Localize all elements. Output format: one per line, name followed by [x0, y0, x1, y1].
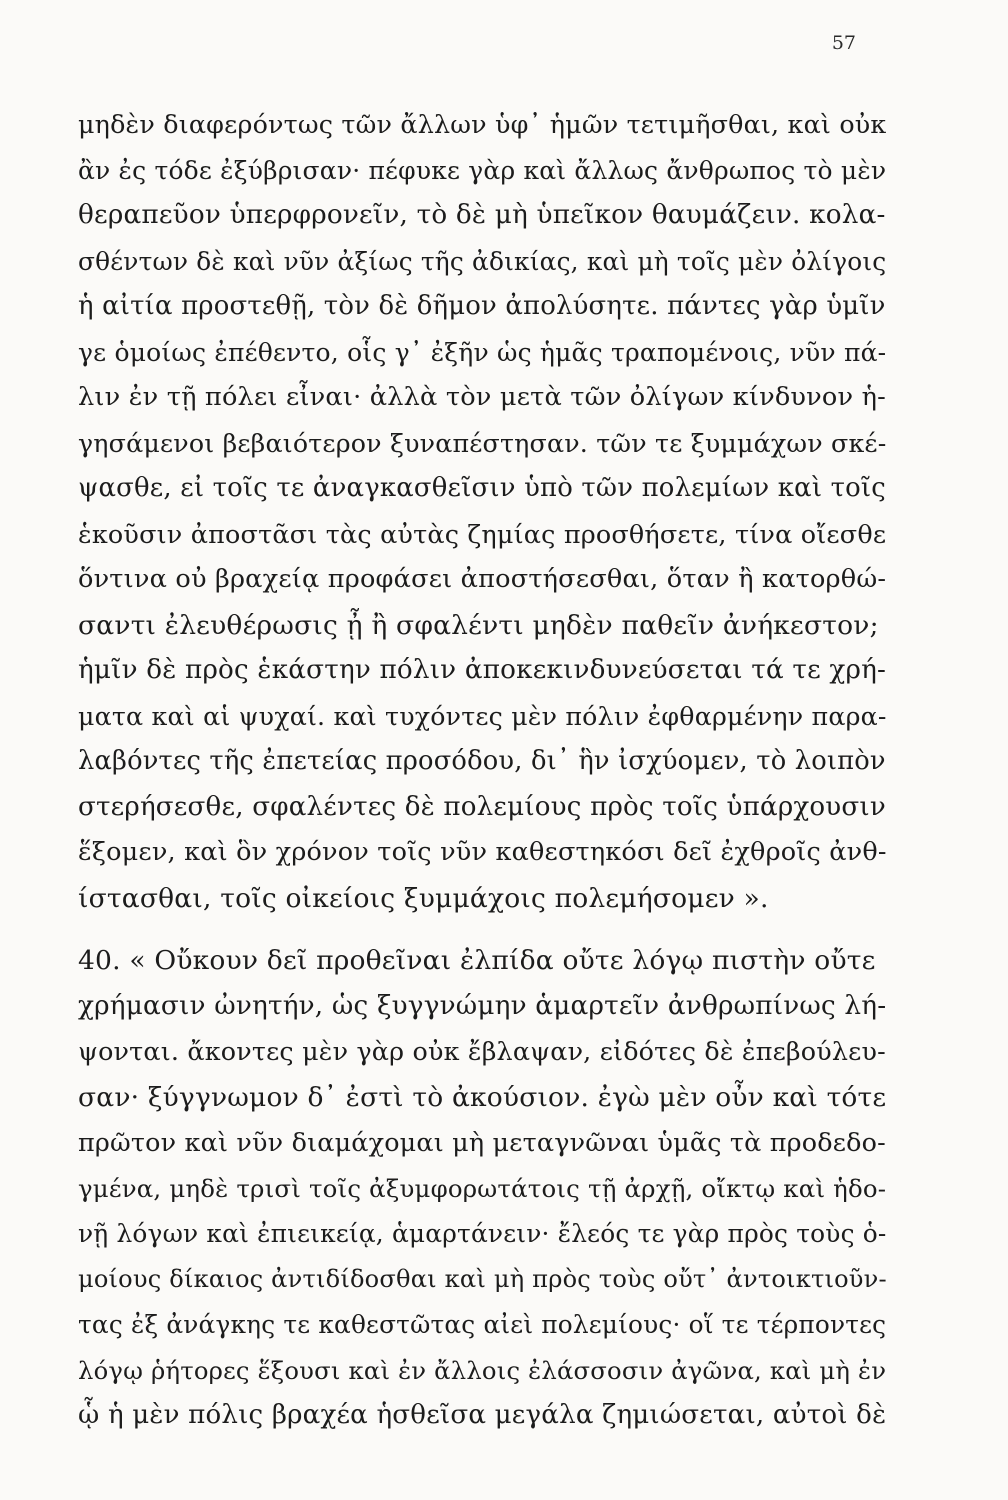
text-line: πρῶτον καὶ νῦν διαμάχομαι μὴ μεταγνῶναι ὑμᾶς τὰ προδεδο- [78, 1127, 886, 1157]
text-line: λόγῳ ῥήτορες ἕξουσι καὶ ἐν ἄλλοις ἐλάσσοσιν ἀγῶνα, καὶ μὴ ἐν [78, 1355, 887, 1385]
text-line: τας ἐξ ἀνάγκης τε καθεστῶτας αἰεὶ πολεμίους· οἵ τε τέρποντες [78, 1310, 887, 1339]
text-line: ἑκοῦσιν ἀποστᾶσι τὰς αὐτὰς ζημίας προσθήσετε, τίνα οἴεσθε [78, 518, 887, 549]
text-line: στερήσεσθε, σφαλέντες δὲ πολεμίους πρὸς τοῖς ὑπάρχουσιν [78, 791, 886, 822]
text-line: ψασθε, εἰ τοῖς τε ἀναγκασθεῖσιν ὑπὸ τῶν πολεμίων καὶ τοῖς [78, 473, 886, 503]
text-line-content: « Οὔκουν δεῖ προθεῖναι ἐλπίδα οὔτε λόγῳ πιστὴν οὔτε [129, 945, 876, 976]
text-line: ᾧ ἡ μὲν πόλις βραχέα ἡσθεῖσα μεγάλα ζημιώσεται, αὐτοὶ δὲ [78, 1400, 887, 1430]
text-line: σαν· ξύγγνωμον δ᾽ ἐστὶ τὸ ἀκούσιον. ἐγὼ μὲν οὖν καὶ τότε [78, 1081, 887, 1113]
text-line-first [78, 938, 886, 984]
text-line: ίστασθαι, τοῖς οἰκείοις ξυμμάχοις πολεμήσομεν ». [78, 882, 769, 914]
text-line: σαντι ἐλευθέρωσις ᾖ ἢ σφαλέντι μηδὲν παθεῖν ἀνήκεστον; [78, 609, 879, 641]
paragraph-2 [78, 938, 886, 1439]
text-line: νῇ λόγων καὶ ἐπιεικείᾳ, ἁμαρτάνειν· ἔλεός τε γὰρ πρὸς τοὺς ὁ- [78, 1219, 887, 1248]
paragraph-1 [78, 102, 886, 921]
text-line: χρήμασιν ὠνητήν, ὡς ξυγγνώμην ἁμαρτεῖν ἀνθρωπίνως λή- [78, 990, 887, 1021]
text-line: ἂν ἐς τόδε ἐξύβρισαν· πέφυκε γὰρ καὶ ἄλλως ἄνθρωπος τὸ μὲν [78, 155, 887, 185]
page-number: 57 [831, 32, 856, 54]
section-number: 40. [78, 945, 121, 976]
text-line: μηδὲν διαφερόντως τῶν ἄλλων ὑφ᾽ ἡμῶν τετιμῆσθαι, καὶ οὐκ [78, 109, 887, 139]
text-line: ἕξομεν, καὶ ὃν χρόνον τοῖς νῦν καθεστηκόσι δεῖ ἐχθροῖς ἀνθ- [78, 837, 887, 867]
text-line: γησάμενοι βεβαιότερον ξυναπέστησαν. τῶν τε ξυμμάχων σκέ- [78, 428, 887, 458]
text-line: μοίους δίκαιος ἀντιδίδοσθαι καὶ μὴ πρὸς τοὺς οὔτ᾽ ἀντοικτιοῦν- [78, 1264, 887, 1293]
text-line: ὅντινα οὐ βραχείᾳ προφάσει ἀποστήσεσθαι, ὅταν ἢ κατορθώ- [78, 564, 887, 594]
text-line: σθέντων δὲ καὶ νῦν ἀξίως τῆς ἀδικίας, καὶ μὴ τοῖς μὲν ὀλίγοις [78, 246, 887, 276]
text-line: ψονται. ἄκοντες μὲν γὰρ οὐκ ἔβλαψαν, εἰδότες δὲ ἐπεβούλευ- [78, 1036, 886, 1066]
text-line: θεραπεῦον ὑπερφρονεῖν, τὸ δὲ μὴ ὑπεῖκον θαυμάζειν. κολα- [78, 200, 886, 230]
text-line: ματα καὶ αἱ ψυχαί. καὶ τυχόντες μὲν πόλιν ἐφθαρμένην παρα- [78, 701, 887, 731]
text-line: γμένα, μηδὲ τρισὶ τοῖς ἀξυμφορωτάτοις τῇ ἀρχῇ, οἴκτῳ καὶ ἡδο- [78, 1173, 887, 1203]
text-line: ἡ αἰτία προστεθῇ, τὸν δὲ δῆμον ἀπολύσητε. πάντες γὰρ ὑμῖν [78, 291, 886, 321]
text-line: λαβόντες τῆς ἐπετείας προσόδου, δι᾽ ἣν ἰσχύομεν, τὸ λοιπὸν [78, 746, 886, 776]
text-line: ἡμῖν δὲ πρὸς ἑκάστην πόλιν ἀποκεκινδυνεύσεται τά τε χρή- [78, 655, 887, 685]
text-line: γε ὁμοίως ἐπέθεντο, οἷς γ᾽ ἐξῆν ὡς ἡμᾶς τραπομένοις, νῦν πά- [78, 337, 887, 367]
text-line: λιν ἐν τῇ πόλει εἶναι· ἀλλὰ τὸν μετὰ τῶν ὀλίγων κίνδυνον ἡ- [78, 382, 886, 412]
